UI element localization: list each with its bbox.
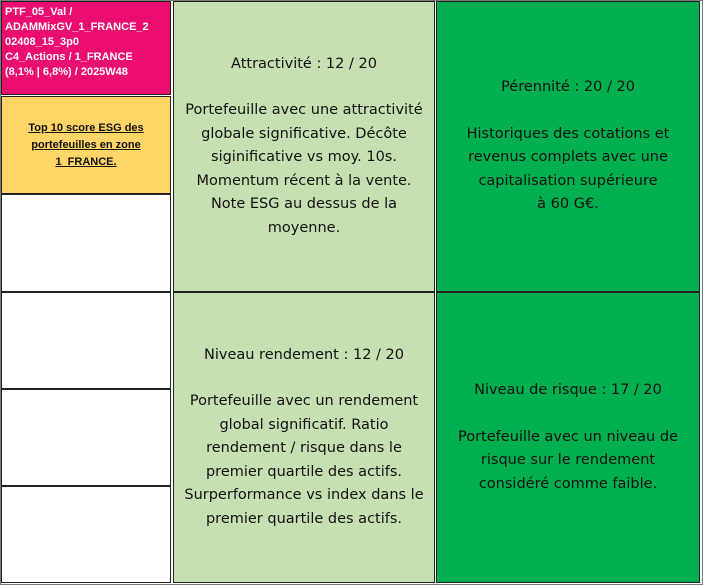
portfolio-header	[1, 1, 171, 95]
attractiveness-panel	[173, 1, 435, 292]
header-line-2: ADAMMixGV_1_FRANCE_2	[5, 21, 149, 33]
risk-panel	[436, 292, 700, 583]
header-line-3: 02408_15_3p0	[5, 36, 80, 48]
attractiveness-body: Portefeuille avec une attractivité globale significative. Décôte siginificative vs moy. 10s. Momentum récent à la vente. Note ESG au dessus de la moyenne.	[185, 102, 423, 236]
empty-cell-3	[1, 389, 171, 486]
empty-cell-1	[1, 194, 171, 292]
yield-body: Portefeuille avec un rendement global significatif. Ratio rendement / risque dans le premier quartile des actifs. Surperformance vs index dans le premier quartile des actifs.	[184, 393, 424, 527]
yield-title: Niveau rendement : 12 / 20	[204, 346, 404, 363]
attractiveness-title: Attractivité : 12 / 20	[231, 55, 377, 72]
durability-title: Pérennité : 20 / 20	[501, 79, 635, 96]
yield-panel	[173, 292, 435, 583]
header-line-1: PTF_05_Val /	[5, 6, 73, 18]
empty-cell-4	[1, 486, 171, 583]
esg-ranking-note	[1, 96, 171, 194]
durability-body: Historiques des cotations et revenus complets avec une capitalisation supérieure à 60 G€.	[466, 125, 670, 213]
empty-cell-2	[1, 292, 171, 389]
header-line-5: (8,1% | 6,8%) / 2025W48	[5, 66, 128, 78]
header-line-4: C4_Actions / 1_FRANCE	[5, 51, 133, 63]
esg-ranking-text: Top 10 score ESG des portefeuilles en zone 1_FRANCE.	[28, 121, 144, 168]
durability-panel	[436, 1, 700, 292]
risk-body: Portefeuille avec un niveau de risque sur le rendement considéré comme faible.	[458, 428, 678, 492]
risk-title: Niveau de risque : 17 / 20	[474, 382, 662, 398]
